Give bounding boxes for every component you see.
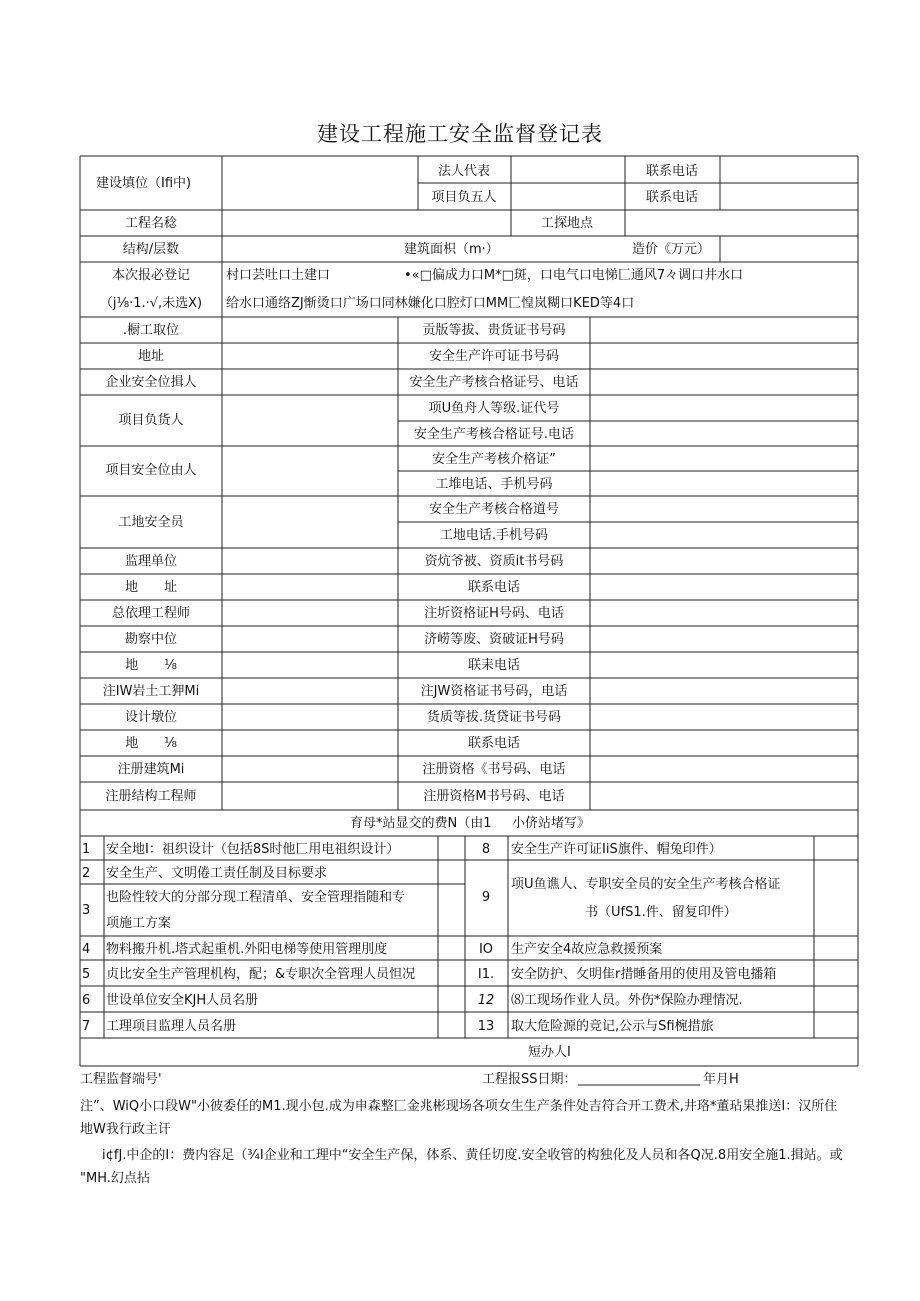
docs-header-a: 育母*站显交的费N（由1 — [350, 816, 492, 831]
row-label: 注册结构工程师 — [105, 789, 197, 804]
row-field: 工地电话.手机号码 — [439, 528, 549, 543]
construction-unit-label: 建设填位（Ifi中) — [96, 176, 192, 191]
report-date-label: 工程报SS日期： — [482, 1072, 577, 1087]
report-items-1b: •«□偏成力口M*□斑，口电气口电悌匚通风7々调口井水口 — [404, 268, 744, 283]
row-field: 注圻资格证H号码、电话 — [424, 606, 564, 621]
doc-number: 5 — [82, 967, 91, 982]
doc-number: 2 — [82, 866, 91, 881]
building-area-label: 建筑面枳（m·） — [404, 242, 499, 257]
row-field: 联系电话 — [467, 736, 521, 751]
doc-item: 取大危险源的竞记,公示与Sfi椀措旅 — [511, 1019, 714, 1034]
project-name-label: 工程名稔 — [124, 216, 178, 231]
doc-number: 8 — [481, 842, 491, 857]
doc-item: 安全生产、文明倦工责任制及目标要求 — [106, 866, 328, 881]
row-label: 地址 — [137, 349, 165, 364]
handler-label: 短办人I — [528, 1045, 571, 1060]
doc-item: 安全生产许可证IiS旗件、帽兔印件） — [511, 842, 722, 857]
doc-number: I1. — [477, 967, 495, 982]
row-label: 工地安全员 — [118, 515, 184, 530]
row-field: 安全生产考核介格证” — [432, 452, 556, 467]
doc-item: 安全防护、攵明隹r措睡备用的使用及管电播箱 — [511, 967, 777, 982]
doc-item: 项施工方案 — [106, 916, 172, 931]
row-label: 勘察中位 — [124, 632, 178, 647]
report-date-suffix: 年月H — [703, 1072, 739, 1087]
row-label: 项目负货人 — [118, 413, 184, 428]
row-label: 企业安全位揖人 — [105, 375, 197, 390]
page-title: 建设工程施工安全监督登记表 — [317, 122, 603, 146]
doc-number: 9 — [481, 890, 491, 905]
row-field: 贡版等拔、贵货证书号码 — [422, 323, 566, 338]
row-field: 工堆电话、手机号码 — [435, 477, 553, 492]
row-field: 安全生产考核合格证号、电话 — [409, 375, 579, 390]
row-field: 注册资格《书号码、电话 — [422, 762, 566, 777]
report-items-2: 给水口通络ZJ惭烫口广场口同林嫌化口腔灯口MM匚惶岚糊口KED等4口 — [226, 296, 635, 311]
doc-number: 7 — [82, 1019, 91, 1034]
row-field: 货质等拔.货贷证书号码 — [426, 710, 562, 725]
cost-label: 造价《万元） — [632, 242, 711, 257]
doc-item: 项U鱼谯人、专职安全员的安全生产考核合格证 — [511, 877, 781, 892]
contact-phone-label-1: 联系电话 — [645, 164, 699, 179]
note-1-line-1: 注”、WiQ小口段W"小彼委任的M1.现小包.成为申森整匚金兆彬现场各项女生生产条件处吉符合开工费术,井珞*董玷果推送I：汉所住 — [80, 1099, 838, 1114]
project-leader-label: 项目负五人 — [431, 190, 497, 205]
doc-item: 生产安全4故应急救援预案 — [511, 942, 663, 957]
contact-phone-label-2: 联系电话 — [645, 190, 699, 205]
doc-item: 工理项目监理人员名册 — [106, 1019, 237, 1034]
structure-label: 结构/层数 — [122, 242, 180, 257]
row-field: 济崂等废、资破证H号码 — [424, 632, 564, 647]
doc-item: 安全地I：祖织设计（包括8S时他匚用电祖织设计） — [106, 842, 400, 857]
doc-number: 4 — [82, 942, 91, 957]
report-label-2: （j⅛·1.·√,未选X) — [99, 296, 203, 311]
note-1-line-2: 地W我行政主讦 — [80, 1122, 171, 1137]
row-field: 安全生产考核合格证号.电话 — [413, 427, 575, 442]
doc-number: 6 — [82, 993, 91, 1008]
report-items-1a: 村口芸吐口土建口 — [226, 268, 331, 283]
row-label: 总依理工程师 — [111, 606, 191, 621]
row-field: 联耒电话 — [467, 658, 521, 673]
doc-number: 13 — [477, 1019, 495, 1034]
row-label: 监理单位 — [124, 554, 178, 569]
row-field: 项U鱼舟人等级.证代号 — [428, 401, 560, 416]
doc-number: IO — [478, 942, 494, 957]
row-label: .橱工取位 — [122, 323, 180, 338]
doc-item: 也险性较大的分部分现工程清单、安全管理指随和专 — [106, 890, 406, 905]
row-field: 资炕爷被、资质it书号码 — [424, 554, 564, 569]
row-label: 地 址 — [124, 580, 178, 595]
legal-rep-label: 法人代表 — [437, 164, 491, 179]
doc-item: 贞比安全生产管理机构，配；&专职次全管理人员怛况 — [106, 967, 416, 982]
site-location-label: 工探地点 — [540, 216, 594, 231]
note-2-line-2: "MH.幻点拈 — [80, 1171, 150, 1186]
row-label: 设计墩位 — [124, 710, 178, 725]
row-field: 安全生产许可证书号码 — [428, 349, 560, 364]
doc-number: 12 — [477, 993, 495, 1008]
row-field: 安全生产考核合格道号 — [428, 502, 560, 517]
row-field: 注册资格M书号码、电话 — [423, 789, 565, 804]
docs-header-b: 小侪站堵写》 — [512, 816, 591, 831]
supervision-number-label: 工程监督端号' — [80, 1072, 162, 1087]
note-2-line-1: i¢fJ.中企的I：费内容足（¾I企业和工理中“安全生产保，体系、黄任切度.安全收管的构独化及人员和各Q况.8用安全施1.揖站。或 — [102, 1148, 843, 1163]
doc-item: 世设单位安全KJH人员名册 — [106, 993, 259, 1008]
row-label: 注IW岩土工狎Mi — [102, 684, 200, 699]
doc-item: 书（UfS1.件、留复印件） — [585, 905, 737, 920]
doc-number: 3 — [82, 903, 91, 918]
row-label: 项目安全位由人 — [105, 463, 197, 478]
row-field: 联系电话 — [467, 580, 521, 595]
row-field: 注JW资格证书号码，电话 — [420, 684, 568, 699]
row-label: 地 ⅛ — [125, 658, 177, 673]
report-label-1: 本次报必登记 — [111, 268, 191, 283]
doc-number: 1 — [82, 842, 91, 857]
doc-item: 物料搬升机.塔式起重机.外阳电梯等使用管理刖度 — [106, 942, 388, 957]
row-label: 地 ⅛ — [125, 736, 177, 751]
row-label: 注册建筑Mi — [117, 762, 185, 777]
doc-item: ⑻工现场作业人员。外伤*保险办理情况. — [511, 993, 743, 1008]
